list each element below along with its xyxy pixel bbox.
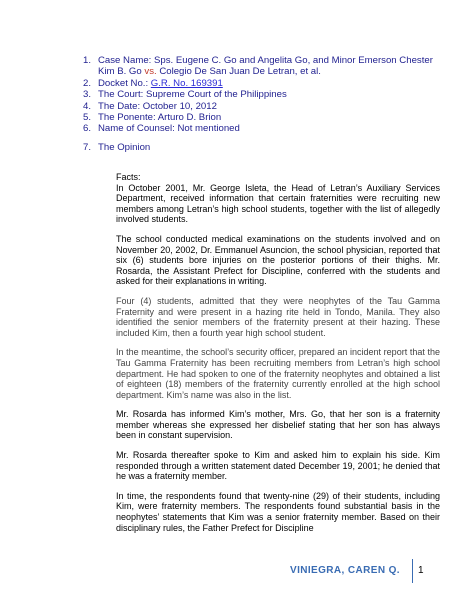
court-text: The Court: Supreme Court of the Philippines [98,89,287,101]
counsel-item [83,123,443,134]
paragraph: In time, the respondents found that twenty-nine (29) of their students, including Kim, were fraternity members. The respondents found substantial basis in the neophytes’ statements that Kim was a senior fraternity member. Based on their disciplinary rules, the Father Prefect for Discipline [116,490,440,533]
paragraph: In the meantime, the school’s security officer, prepared an incident report that the Tau Gamma Fraternity has been recruiting members from Letran’s high school department. He had spoken to one of the fraternity neophytes and obtained a list of eighteen (18) members of the fraternity currently enrolled at the high school department. Kim’s name was also in the list. [116,347,440,400]
list-number: 3. [83,89,92,101]
paragraph: Four (4) students, admitted that they were neophytes of the Tau Gamma Fraternity and were present in a hazing rite held in Tondo, Manila. They also identified the senior members of the fraternity present at their hazing. These included Kim, then a fourth year high school student. [116,295,440,338]
ponente-item [83,112,443,123]
page-number: 1 [418,565,424,576]
court-item [83,89,443,100]
list-number: 6. [83,123,92,135]
facts-label: Facts: [116,172,141,182]
date-text: The Date: October 10, 2012 [98,100,217,112]
paragraph: Mr. Rosarda has informed Kim’s mother, Mrs. Go, that her son is a fraternity member whereas she expressed her disbelief stating that her son has always been in constant supervision. [116,409,440,441]
case-name [98,55,443,78]
list-number: 2. [83,77,92,89]
list-number: 5. [83,112,92,124]
docket-label: Docket No.: [98,77,151,89]
petitioners: Sps. Eugene C. Go and Angelita Go, and Minor Emerson Chester Kim B. Go [98,55,433,78]
list-number: 1. [83,55,92,66]
list-number: 7. [83,142,92,153]
footer-author: VINIEGRA, CAREN Q. [290,565,400,576]
case-name-item [83,55,443,78]
opinion-text: The Opinion [98,142,151,153]
respondents: Colegio De San Juan De Letran, et al. [159,66,321,78]
list-number: 4. [83,100,92,112]
opinion-heading [83,142,150,153]
case-name-label: Case Name: [98,55,154,66]
docket-link[interactable]: G.R. No. 169391 [150,77,223,89]
docket-item [83,78,443,89]
case-details-list [83,55,443,135]
versus-text: vs. [144,66,157,78]
date-item [83,101,443,112]
paragraph: The school conducted medical examinations on the students involved and on November 20, 2002, Dr. Emmanuel Asuncion, the school physician, reported that six (6) students bore injuries on the posterior portions of their thighs. Mr. Rosarda, the Assistant Prefect for Discipline, conferred with the students and asked for their explanations in writing. [116,233,440,287]
counsel-text: Name of Counsel: Not mentioned [98,123,240,135]
paragraph: Mr. Rosarda thereafter spoke to Kim and asked him to explain his side. Kim responded through a written statement dated December 19, 2001; he denied that he was a fraternity member. [116,450,440,482]
footer-divider [412,559,413,583]
ponente-text: The Ponente: Arturo D. Brion [98,112,222,124]
paragraph: In October 2001, Mr. George Isleta, the Head of Letran’s Auxiliary Services Department, received information that certain fraternities were recruiting new members among Letran’s high school students, together with the list of allegedly involved students. [116,182,440,225]
facts-section [116,172,440,542]
